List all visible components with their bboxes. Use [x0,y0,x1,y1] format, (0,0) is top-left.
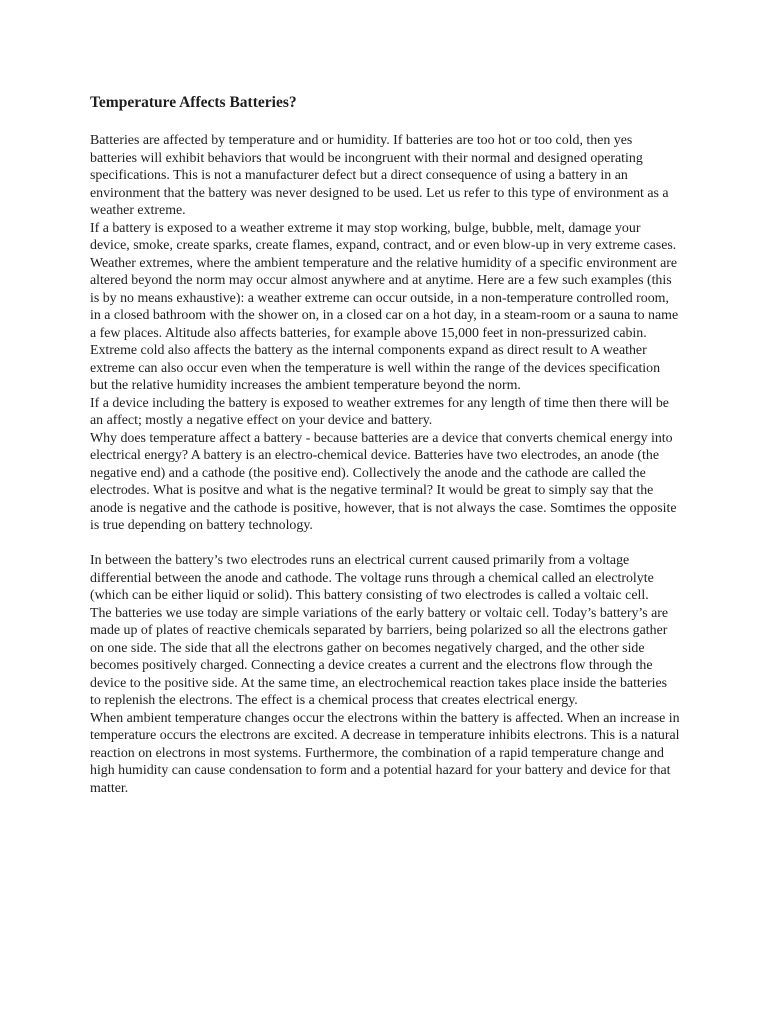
paragraph-device-exposure: If a device including the battery is exposed to weather extremes for any length of time then there will be an affect; mostly a negative effect on your device and battery. [90,395,669,428]
paragraph-temperature-changes: When ambient temperature changes occur the electrons within the battery is affected. When an increase in temperature occurs the electrons are excited. A decrease in temperature inhibits electrons. This is a natural reaction on electrons in most systems. Furthermore, the combination of a rapid temperature change and high humidity can cause condensation to form and a potential hazard for your battery and device for that matter. [90,710,680,796]
document-title: Temperature Affects Batteries? [90,94,297,111]
paragraph-voltaic-cell: In between the battery’s two electrodes runs an electrical current caused primarily from a voltage differential between the anode and cathode. The voltage runs through a chemical called an electrolyte (which can be either liquid or solid). This battery consisting of two electrodes is called a voltaic cell. [90,553,654,603]
paragraph-spacer [90,535,680,553]
paragraph-why-temperature: Why does temperature affect a battery - because batteries are a device that converts chemical energy into electrical energy? A battery is an electro-chemical device. Batteries have two electrodes, an anode (the negative end) and a cathode (the positive end). Collectively the anode and the cathode are called the electrodes. What is positve and what is the negative terminal? It would be great to simply say that the anode is negative and the cathode is positive, however, that is not always the case. Somtimes the opposite is true depending on battery technology. [90,430,677,533]
paragraph-exposure-effects: If a battery is exposed to a weather extreme it may stop working, bulge, bubble, melt, damage your device, smoke, create sparks, create flames, expand, contract, and or even blow-up in very extreme cases. [90,220,677,253]
document-body [90,93,680,797]
paragraph-intro: Batteries are affected by temperature and or humidity. If batteries are too hot or too cold, then yes batteries will exhibit behaviors that would be incongruent with their normal and designed operating specifications. This is not a manufacturer defect but a direct consequence of using a battery in an environment that the battery was never designed to be used. Let us refer to this type of environment as a weather extreme. [90,133,669,218]
paragraph-weather-extremes: Weather extremes, where the ambient temperature and the relative humidity of a specific environment are altered beyond the norm may occur almost anywhere and at anytime. Here are a few such examples (this is by no means exhaustive): a weather extreme can occur outside, in a non-temperature controlled room, in a closed bathroom with the shower on, in a closed car on a hot day, in a steam-room or a sauna to name a few places. Altitude also affects batteries, for example above 15,000 feet in non-pressurized cabin. Extreme cold also affects the battery as the internal components expand as direct result to A weather extreme can also occur even when the temperature is well within the range of the devices specification but the relative humidity increases the ambient temperature beyond the norm. [90,255,679,393]
paragraph-modern-batteries: The batteries we use today are simple variations of the early battery or voltaic cell. Today’s battery’s are made up of plates of reactive chemicals separated by barriers, being polarized so all the electrons gather on one side. The side that all the electrons gather on becomes negatively charged, and the other side becomes positively charged. Connecting a device creates a current and the electrons flow through the device to the positive side. At the same time, an electrochemical reaction takes place inside the batteries to replenish the electrons. The effect is a chemical process that creates electrical energy. [90,605,669,708]
